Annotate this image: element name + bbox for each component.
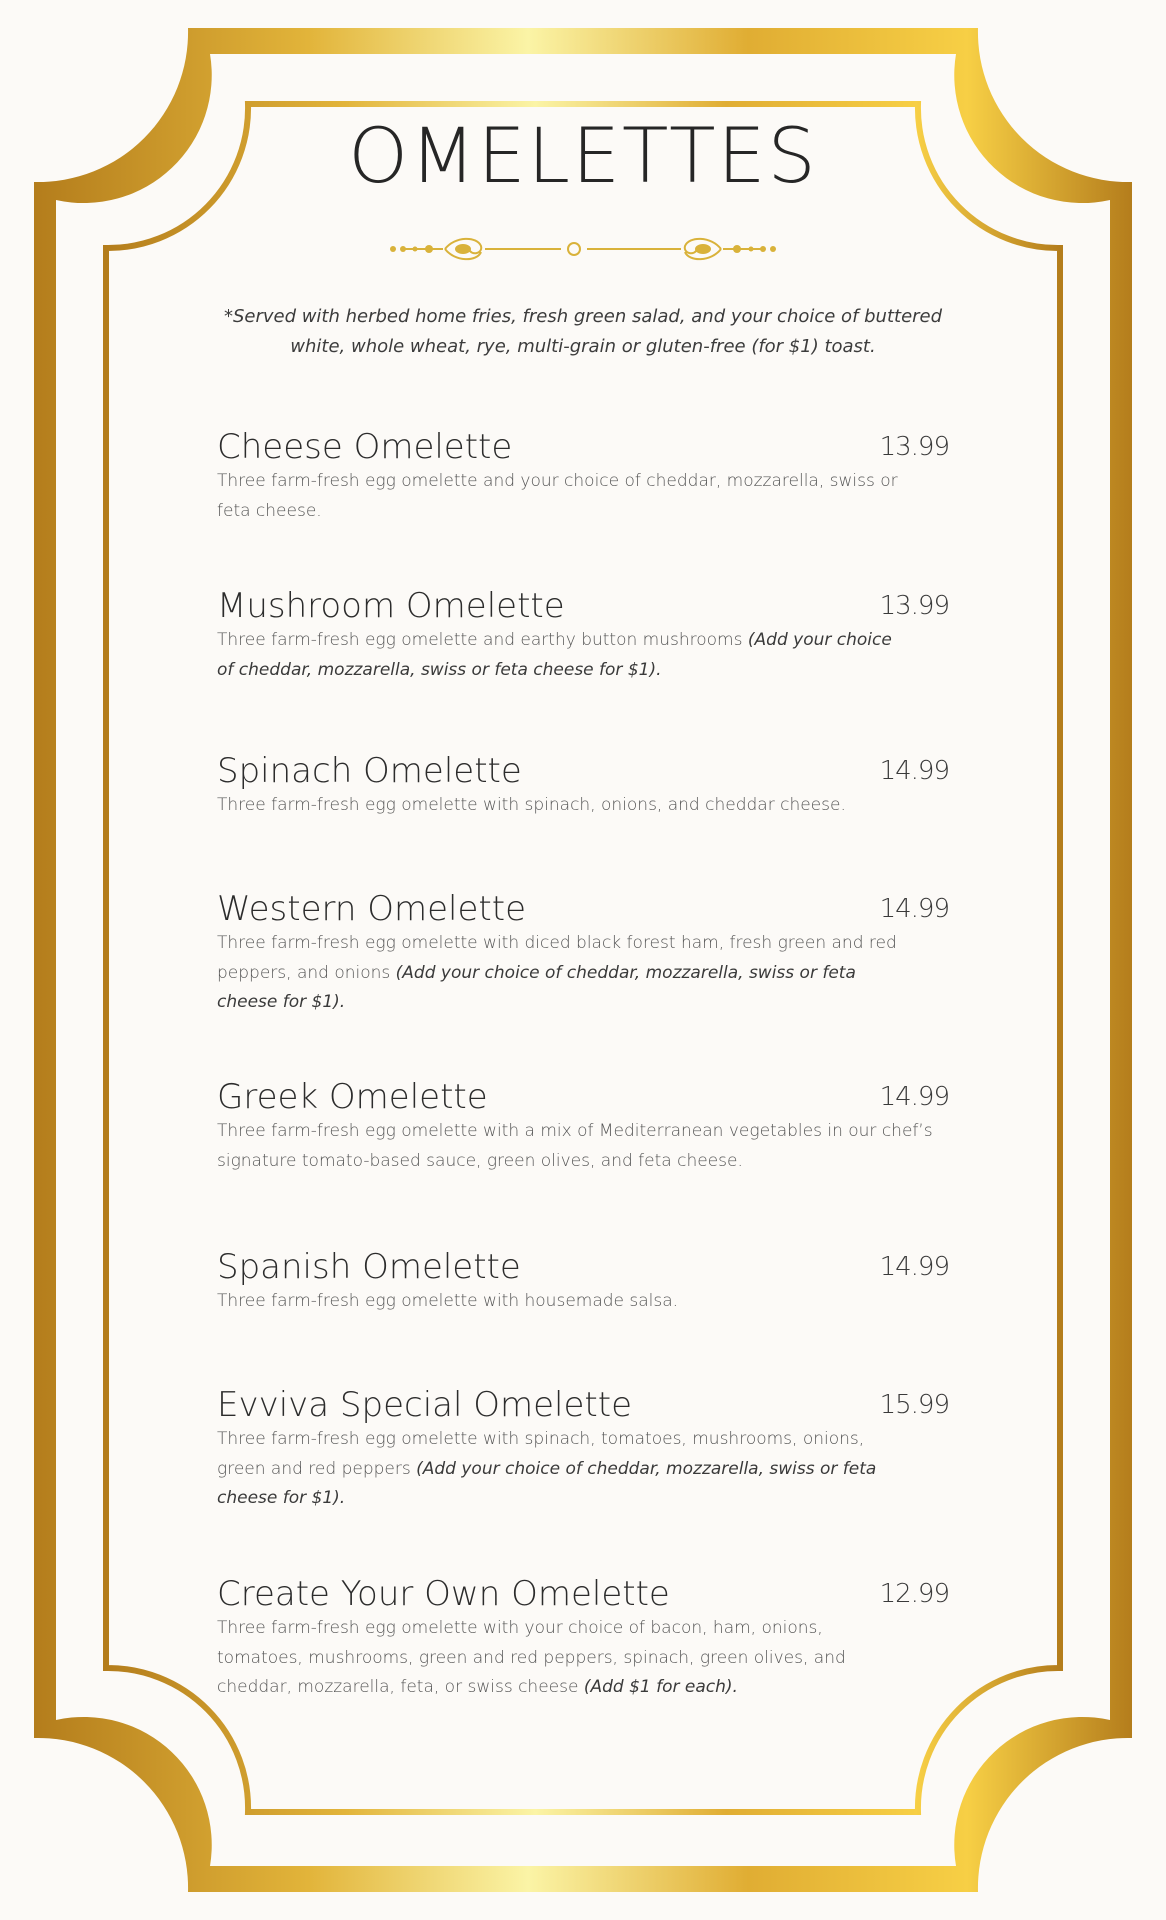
item-price: 12.99: [879, 1579, 949, 1609]
item-note: (Add your choice of cheddar, mozzarella, swiss or feta cheese for $1).: [217, 962, 856, 1012]
item-price: 13.99: [879, 591, 949, 621]
item-price: 13.99: [879, 432, 949, 462]
item-description: [217, 929, 907, 1018]
item-price: 14.99: [879, 1082, 949, 1112]
item-name: Evviva Special Omelette: [217, 1385, 632, 1425]
item-note: (Add your choice of cheddar, mozzarella, swiss or feta cheese for $1).: [217, 1458, 877, 1508]
item-price: 14.99: [879, 756, 949, 786]
menu-item: [217, 427, 949, 526]
menu-item: [217, 751, 949, 821]
item-price: 15.99: [879, 1390, 949, 1420]
menu-item: [217, 1247, 949, 1317]
ornament-divider-icon: [385, 232, 781, 266]
menu-item: [217, 586, 949, 685]
menu-item: [217, 889, 949, 1018]
item-description: [217, 467, 907, 526]
item-name: Create Your Own Omelette: [217, 1574, 670, 1614]
item-note: (Add your choice of cheddar, mozzarella, swiss or feta cheese for $1).: [217, 630, 892, 680]
item-name: Greek Omelette: [217, 1077, 488, 1117]
intro-note: *Served with herbed home fries, fresh green salad, and your choice of buttered white, whole wheat, rye, multi-grain or gluten-free (for $1) toast.: [223, 306, 943, 357]
item-desc-text: Three farm-fresh egg omelette with housemade salsa.: [217, 1291, 679, 1311]
item-price: 14.99: [879, 1252, 949, 1282]
item-desc-text: Three farm-fresh egg omelette with spinach, onions, and cheddar cheese.: [217, 795, 846, 815]
item-desc-text: Three farm-fresh egg omelette and earthy button mushrooms: [217, 630, 743, 650]
item-description: [217, 1117, 937, 1176]
item-price: 14.99: [879, 894, 949, 924]
item-description: [217, 791, 907, 821]
item-description: [217, 1614, 907, 1703]
item-desc-text: Three farm-fresh egg omelette with your choice of bacon, ham, onions, tomatoes, mushrooms, green and red peppers, spinach, green olives, and cheddar, mozzarella, feta, or swiss cheese: [217, 1618, 846, 1697]
item-desc-text: Three farm-fresh egg omelette and your choice of cheddar, mozzarella, swiss or feta cheese.: [217, 471, 898, 521]
item-name: Western Omelette: [217, 889, 526, 929]
page-title: OMELETTES: [348, 111, 818, 200]
item-description: [217, 626, 907, 685]
item-desc-text: Three farm-fresh egg omelette with spinach, tomatoes, mushrooms, onions, green and red peppers: [217, 1429, 865, 1479]
item-name: Mushroom Omelette: [217, 586, 565, 626]
menu-item: [217, 1077, 949, 1176]
menu-item: [217, 1574, 949, 1703]
item-description: [217, 1425, 907, 1514]
menu-item: [217, 1385, 949, 1514]
item-description: [217, 1287, 907, 1317]
item-desc-text: Three farm-fresh egg omelette with a mix of Mediterranean vegetables in our chef’s signature tomato-based sauce, green olives, and feta cheese.: [217, 1121, 933, 1171]
item-name: Spinach Omelette: [217, 751, 522, 791]
item-name: Spanish Omelette: [217, 1247, 521, 1287]
item-desc-text: Three farm-fresh egg omelette with diced black forest ham, fresh green and red peppers, and onions: [217, 933, 897, 983]
item-note: (Add $1 for each).: [583, 1677, 738, 1697]
item-name: Cheese Omelette: [217, 427, 513, 467]
